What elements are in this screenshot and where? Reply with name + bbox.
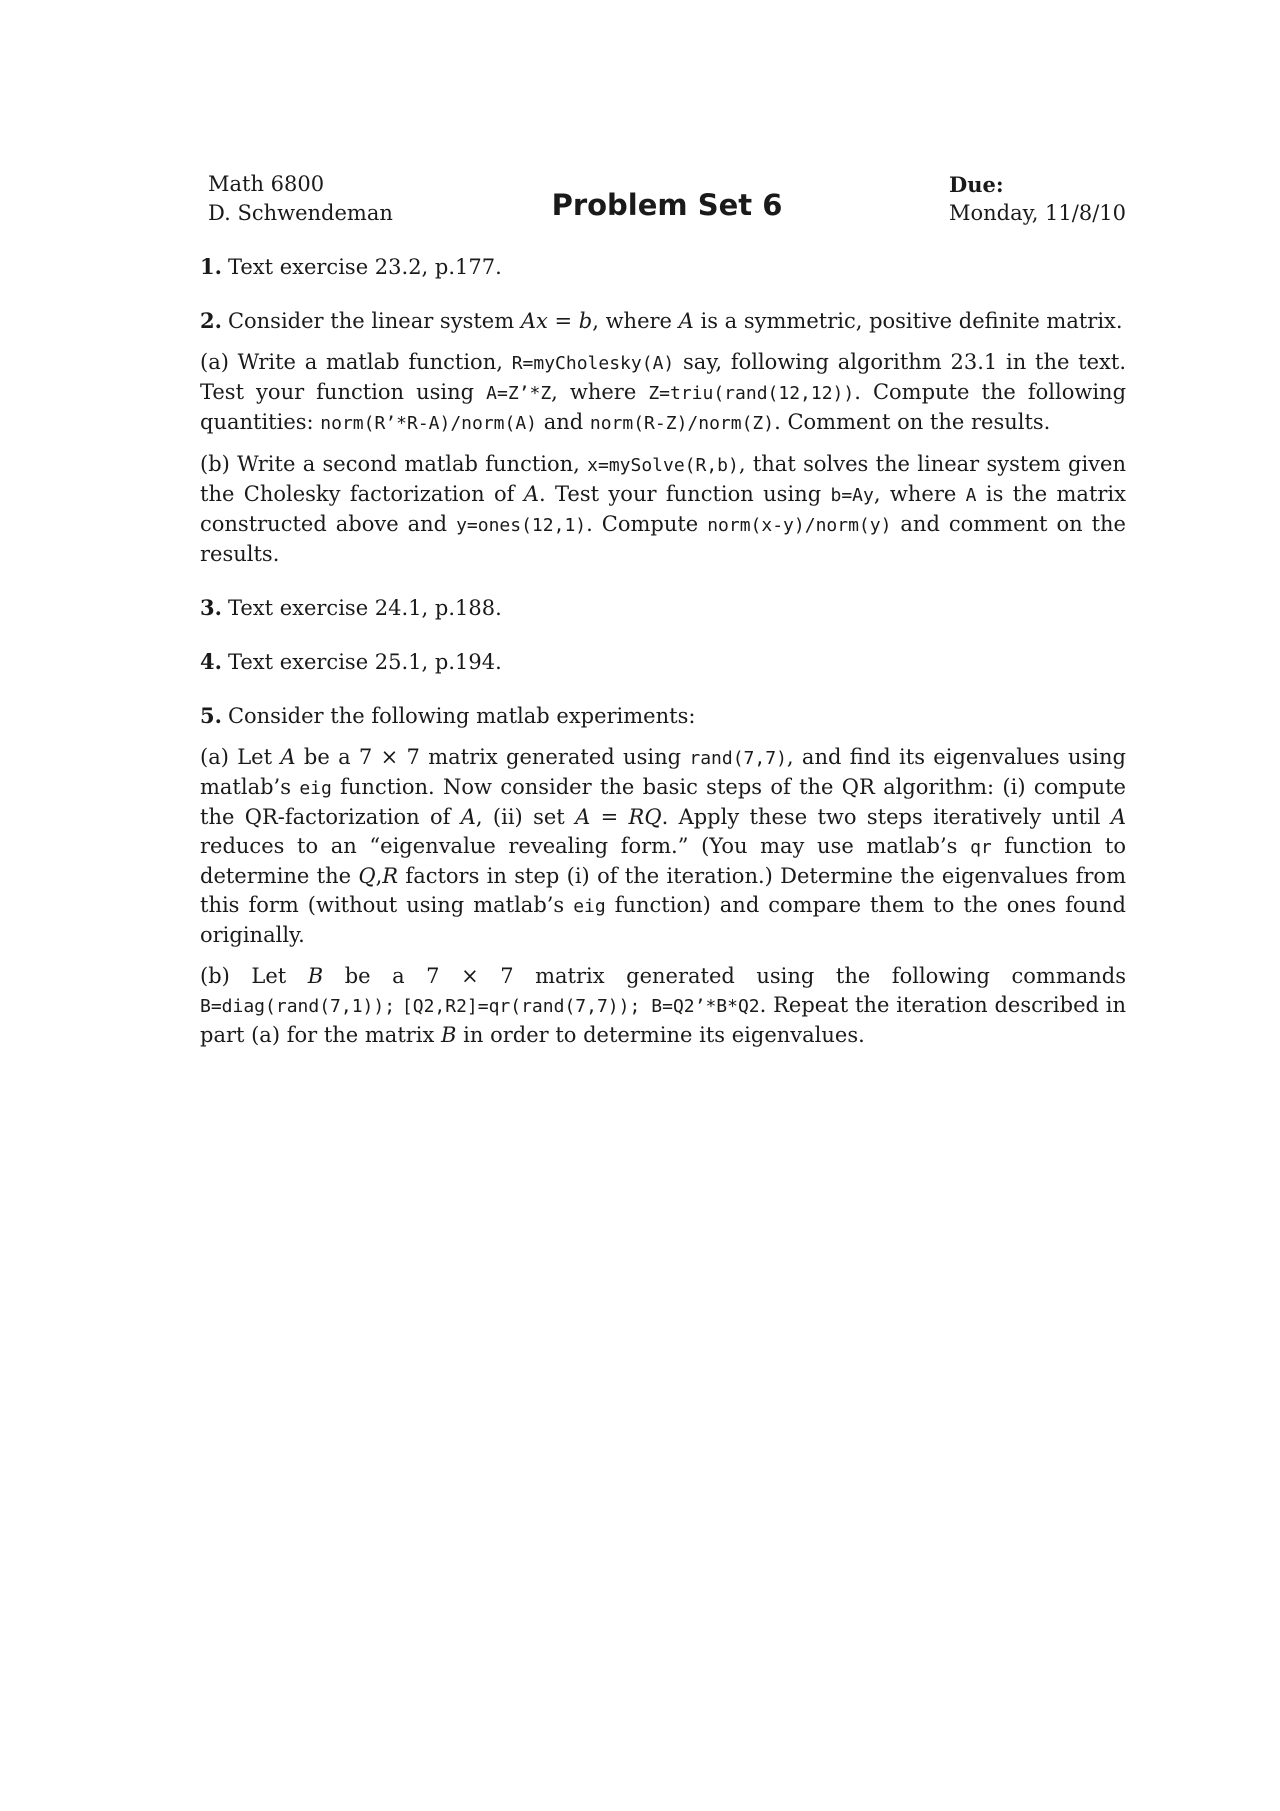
header-right — [949, 170, 1126, 228]
problem-2b: (b) Write a second matlab function, x=mySolve(R,b), that solves the linear system given the Cholesky factorization of A. Test your function using b=Ay, where A is the matrix constructed above and y=ones(12,1). Compute norm(x-y)/norm(y) and comment on the results. — [200, 452, 1126, 566]
problem-text: Consider the following matlab experiments: — [227, 704, 696, 728]
problem-2a: (a) Write a matlab function, R=myCholesky(A) say, following algorithm 23.1 in the text. Test your function using A=Z’*Z, where Z=triu(rand(12,12)). Compute the following quantities: norm(R’*R-A)/norm(A) and norm(R-Z)/norm(Z). Comment on the results. — [200, 350, 1127, 434]
problem-1 — [200, 252, 1126, 282]
problem-3 — [200, 593, 1126, 623]
problem-text: Text exercise 25.1, p.194. — [227, 650, 502, 674]
problem-2 — [200, 306, 1126, 569]
problem-5 — [200, 701, 1126, 1050]
due-label: Due: — [948, 172, 1004, 197]
problem-text: Text exercise 23.2, p.177. — [227, 255, 502, 279]
page-title: Problem Set 6 — [551, 188, 783, 222]
instructor-name: D. Schwendeman — [208, 201, 393, 225]
problem-5a: (a) Let A be a 7 × 7 matrix generated using rand(7,7), and find its eigenvalues using matlab’s eig function. Now consider the basic steps of the QR algorithm: (i) compute the QR-factorization of A, (ii) set A = RQ. Apply these two steps iteratively until A reduces to an “eigenvalue revealing form.” (You may use matlab’s qr function to determine the Q,R factors in step (i) of the iteration.) Determine the eigenvalues from this form (without using matlab’s eig function) and compare them to the ones found originally. — [200, 745, 1127, 947]
due-date: Monday, 11/8/10 — [948, 201, 1126, 225]
problem-number: 3. — [200, 595, 222, 620]
header — [208, 170, 1126, 230]
problem-number: 2. — [200, 308, 222, 333]
problem-5b: (b) Let B be a 7 × 7 matrix generated using the following commands B=diag(rand(7,1)); [Q2,R2]=qr(rand(7,7)); B=Q2’*B*Q2. Repeat the iteration described in part (a) for the matrix B in order to determine its eigenvalues. — [200, 964, 1126, 1047]
problem-number: 5. — [200, 703, 222, 728]
problem-text: Text exercise 24.1, p.188. — [227, 596, 502, 620]
problem-list — [200, 252, 1126, 1074]
problem-number: 4. — [200, 649, 222, 674]
problem-text: Consider the linear system Ax = b, where A is a symmetric, positive definite matrix. — [227, 309, 1123, 333]
course-name: Math 6800 — [208, 172, 325, 196]
problem-4 — [200, 647, 1126, 677]
problem-number: 1. — [200, 254, 222, 279]
